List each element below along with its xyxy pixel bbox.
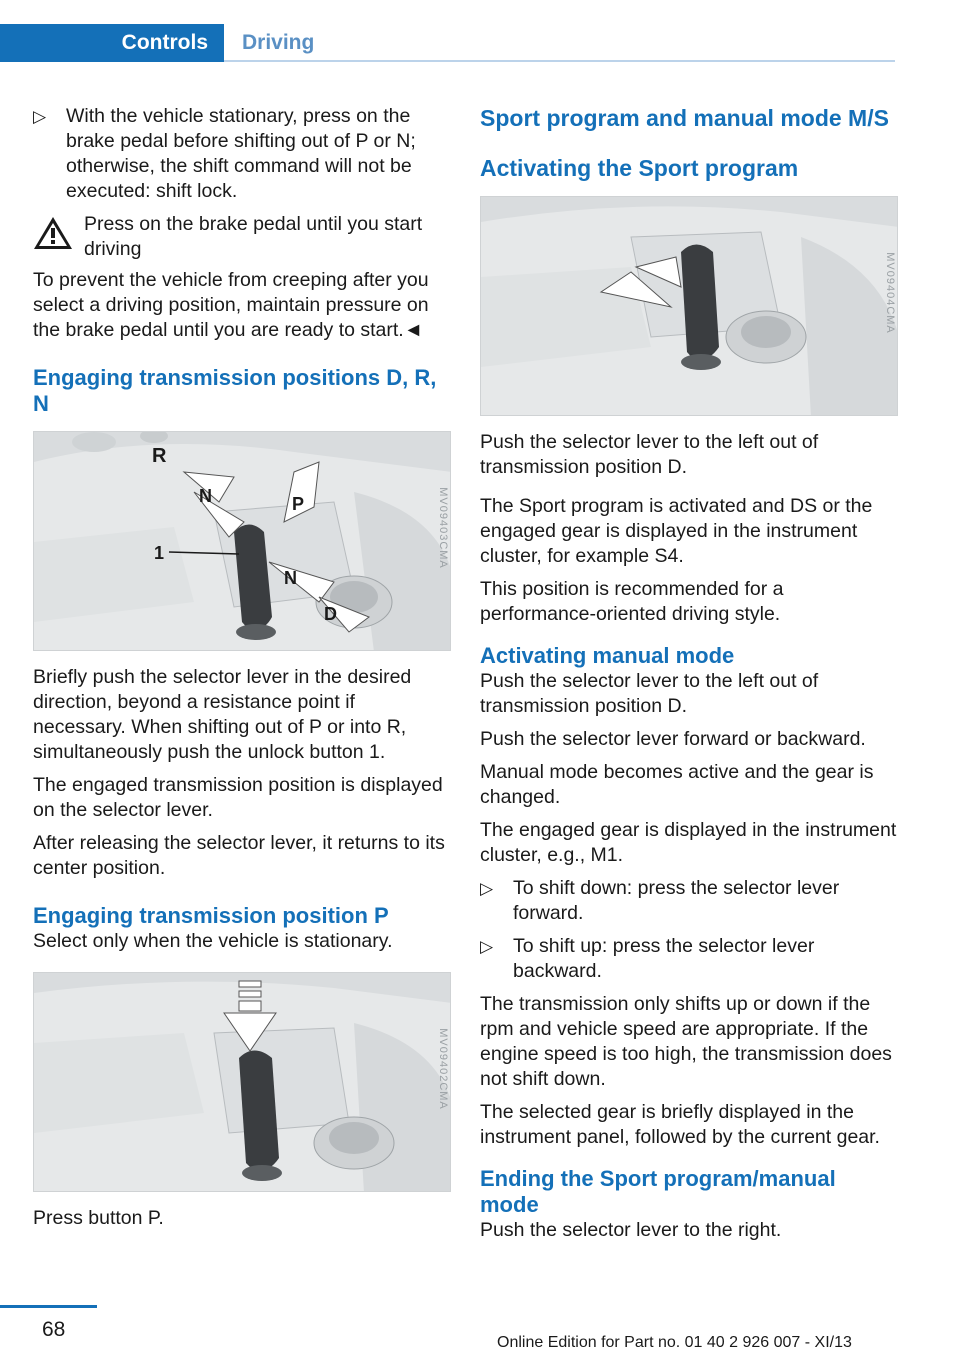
sport-paragraph-3: This position is recommended for a performance-oriented driving style. [480,578,784,625]
manual-paragraph-1: Push the selector lever to the left out of transmission position D. [480,670,819,717]
warning-body: To prevent the vehicle from creeping after you select a driving position, maintain pressure on the brake pedal until you are ready to start.◄ [33,269,429,341]
left-column [33,104,451,1239]
bullet-text: To shift up: press the selector lever backward. [513,935,815,982]
end-paragraph: Push the selector lever to the right. [480,1219,782,1241]
figure-code: MV09402CMA [437,1028,450,1110]
list-item-shift-up [480,934,898,984]
manual-paragraph-3: Manual mode becomes active and the gear is changed. [480,761,874,808]
drn-paragraph-2: The engaged transmission position is displayed on the selector lever. [33,774,443,821]
warning-triangle-icon [33,216,73,250]
heading-activating-manual: Activating manual mode [480,643,735,668]
bullet-triangle-icon: ▷ [33,107,47,126]
sport-paragraph-1: Push the selector lever to the left out of transmission position D. [480,431,819,478]
figure-code: MV09403CMA [437,487,450,569]
heading-activating-sport: Activating the Sport program [480,155,799,181]
drn-paragraph-1: Briefly push the selector lever in the desired direction, beyond a resistance point if necessary. When shifting out of P or into R, simultaneously push the unlock button 1. [33,666,412,763]
selector-lever-p-illustration [34,973,451,1192]
figure-drn-selector [33,431,451,651]
bullet-text: With the vehicle stationary, press on the brake pedal before shifting out of P or N; otherwise, the shift command will not be executed: shift lock. [66,105,416,202]
p-paragraph-1: Select only when the vehicle is stationary. [33,930,393,952]
list-item-shift-down [480,876,898,926]
sport-paragraph-2: The Sport program is activated and DS or the engaged gear is displayed in the instrument cluster, for example S4. [480,495,873,567]
selector-lever-sport-illustration [481,197,898,416]
callout-1: 1 [154,543,165,563]
selector-lever-drn-illustration [34,432,451,651]
page-number: 68 [42,1318,66,1341]
warning-block [33,212,451,262]
figure-code: MV09404CMA [884,252,897,334]
bullet-triangle-icon: ▷ [480,879,494,898]
warning-title: Press on the brake pedal until you start driving [84,213,423,260]
bullet-triangle-icon: ▷ [480,937,494,956]
manual-paragraph-5: The transmission only shifts up or down if the rpm and vehicle speed are appropriate. If the engine speed is too high, the transmission does not shift down. [480,993,892,1090]
arrow-label-n-bottom: N [284,568,297,588]
arrow-label-p: P [292,494,305,514]
tab-controls[interactable]: Controls [0,24,224,62]
p-paragraph-2: Press button P. [33,1207,164,1229]
drn-paragraph-3: After releasing the selector lever, it returns to its center position. [33,832,445,879]
arrow-label-d: D [324,604,337,624]
section-tabs [0,24,895,62]
heading-engaging-p: Engaging transmission position P [33,903,389,928]
right-column [480,104,898,1251]
heading-ending-sport-manual: Ending the Sport program/manual mode [480,1166,836,1217]
tab-driving[interactable]: Driving [224,24,895,62]
heading-engaging-drn: Engaging transmission positions D, R, N [33,365,437,416]
bullet-text: To shift down: press the selector lever forward. [513,877,840,924]
edition-note: Online Edition for Part no. 01 40 2 926 007 - XI/13 [497,1334,852,1351]
manual-paragraph-2: Push the selector lever forward or backward. [480,728,866,750]
manual-paragraph-6: The selected gear is briefly displayed in the instrument panel, followed by the current gear. [480,1101,880,1148]
figure-sport-selector [480,196,898,416]
manual-paragraph-4: The engaged gear is displayed in the instrument cluster, e.g., M1. [480,819,897,866]
heading-sport-manual: Sport program and manual mode M/S [480,105,889,131]
footer-rule [0,1305,97,1308]
list-item-stationary [33,104,451,204]
arrow-label-r: R [152,445,167,467]
figure-p-button [33,972,451,1192]
tab-underline [224,60,895,62]
arrow-label-n-top: N [199,486,212,506]
